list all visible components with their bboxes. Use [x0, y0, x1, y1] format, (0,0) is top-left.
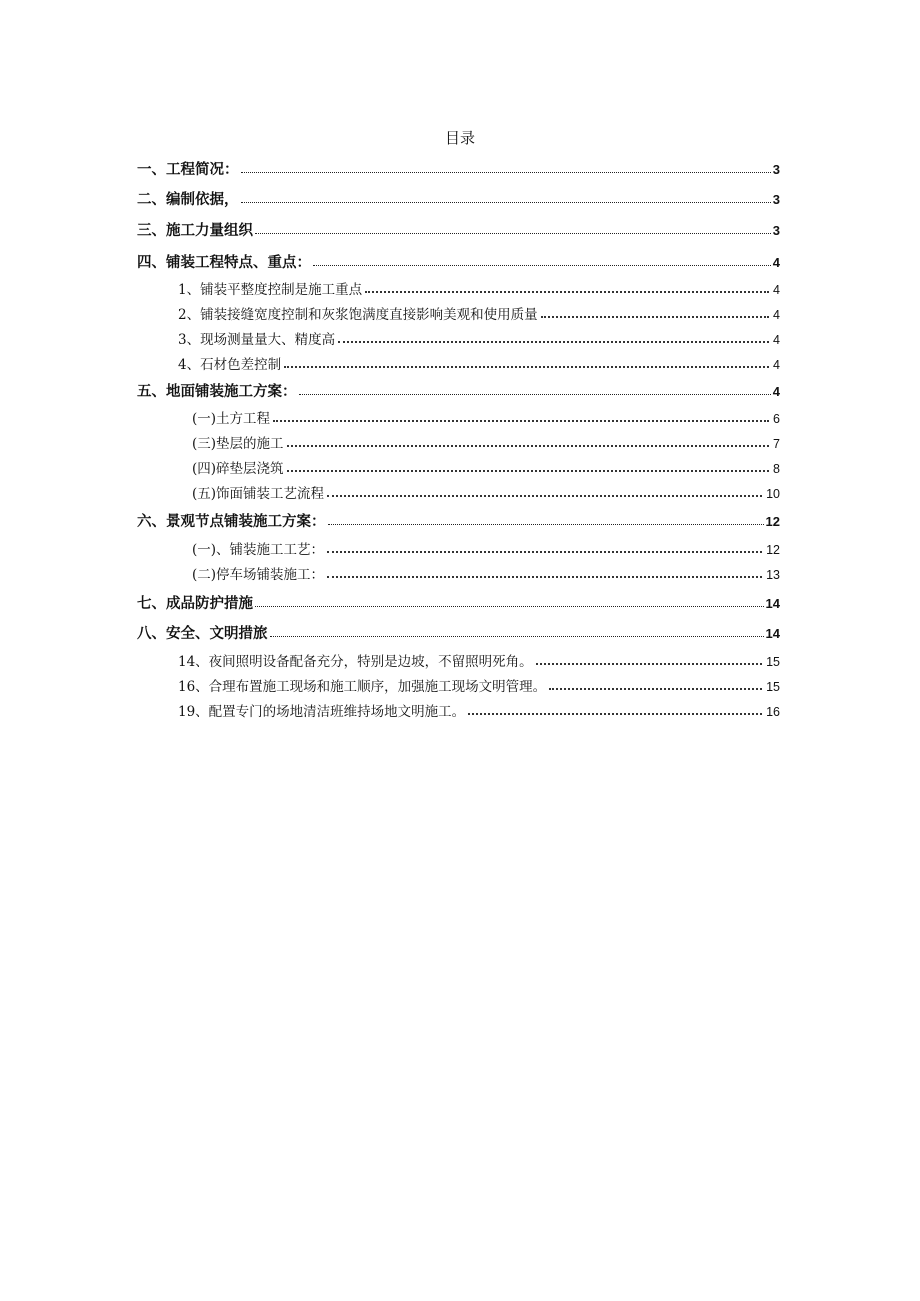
toc-entry[interactable]	[137, 251, 780, 271]
toc-entry-text: 4、石材色差控制	[178, 357, 282, 373]
toc-entry[interactable]	[178, 675, 780, 695]
toc-entry[interactable]	[192, 482, 780, 502]
toc-entry-text: 五、地面铺装施工方案：	[137, 384, 297, 400]
toc-page-number: 12	[766, 543, 780, 557]
toc-entry[interactable]	[192, 457, 780, 477]
toc-entry-text: 2、铺装接缝宽度控制和灰浆饱满度直接影响美观和使用质量	[178, 307, 538, 323]
toc-entry[interactable]	[192, 432, 780, 452]
toc-entry-text: 七、成品防护措施	[137, 596, 253, 612]
dot-leader	[327, 575, 762, 578]
toc-entry[interactable]	[178, 328, 780, 348]
dot-leader	[328, 523, 764, 525]
toc-page-number: 4	[772, 384, 780, 399]
toc-page-number: 7	[773, 437, 780, 451]
dot-leader	[287, 469, 770, 472]
toc-page-number: 4	[772, 255, 780, 270]
toc-entry-text: 1、铺装平整度控制是施工重点	[178, 282, 363, 298]
toc-page-number: 3	[772, 223, 780, 238]
toc-entry-text: 3、现场测量量大、精度高	[178, 332, 336, 348]
toc-entry-text: 六、景观节点铺装施工方案：	[137, 514, 326, 530]
dot-leader	[241, 171, 771, 173]
toc-entry[interactable]	[192, 563, 780, 583]
toc-page-number: 16	[766, 705, 780, 719]
toc-page-number: 4	[773, 283, 780, 297]
toc-page-number: 15	[766, 680, 780, 694]
toc-page-number: 4	[773, 358, 780, 372]
toc-page-number: 8	[773, 462, 780, 476]
toc-page-number: 3	[772, 192, 780, 207]
toc-page-number: 10	[766, 487, 780, 501]
dot-leader	[241, 201, 771, 203]
dot-leader	[365, 290, 769, 293]
toc-entry[interactable]	[137, 188, 780, 208]
toc-page-number: 13	[766, 568, 780, 582]
dot-leader	[327, 550, 762, 553]
toc-entry-text: (一)土方工程	[192, 411, 271, 427]
toc-entry[interactable]	[178, 303, 780, 323]
toc-title: 目录	[444, 129, 475, 147]
dot-leader	[468, 712, 762, 715]
toc-entry[interactable]	[137, 380, 780, 400]
toc-entry-text: 四、铺装工程特点、重点：	[137, 255, 311, 271]
toc-entry[interactable]	[192, 407, 780, 427]
toc-entry[interactable]	[137, 219, 780, 239]
dot-leader	[313, 264, 771, 266]
dot-leader	[549, 687, 762, 690]
toc-page-number: 3	[772, 162, 780, 177]
dot-leader	[327, 494, 762, 497]
toc-entry[interactable]	[137, 622, 780, 642]
toc-page-number: 14	[765, 596, 780, 611]
toc-entry[interactable]	[137, 158, 780, 178]
toc-entry[interactable]	[178, 700, 780, 720]
toc-page-number: 4	[773, 333, 780, 347]
dot-leader	[284, 365, 769, 368]
dot-leader	[338, 340, 769, 343]
dot-leader	[541, 315, 769, 318]
dot-leader	[270, 635, 764, 637]
toc-page-number: 15	[766, 655, 780, 669]
toc-page-number: 14	[765, 626, 780, 641]
toc-page-number: 4	[773, 308, 780, 322]
toc-entry-text: 一、工程简况：	[137, 162, 239, 178]
toc-entry-text: (一)、铺装施工工艺：	[192, 542, 325, 558]
dot-leader	[273, 419, 769, 422]
toc-entry[interactable]	[178, 278, 780, 298]
toc-entry[interactable]	[192, 538, 780, 558]
toc-entry-text: 16、合理布置施工现场和施工顺序，加强施工现场文明管理。	[178, 679, 547, 695]
dot-leader	[255, 232, 771, 234]
toc-entry-text: 二、编制依据，	[137, 192, 239, 208]
dot-leader	[299, 393, 771, 395]
toc-entry-text: (二)停车场铺装施工：	[192, 567, 325, 583]
toc-entry[interactable]	[178, 353, 780, 373]
toc-page-number: 6	[773, 412, 780, 426]
toc-entry-text: 19、配置专门的场地清洁班维持场地文明施工。	[178, 704, 466, 720]
toc-entry-text: 三、施工力量组织	[137, 223, 253, 239]
toc-entry-text: (四)碎垫层浇筑	[192, 461, 284, 477]
dot-leader	[287, 444, 770, 447]
toc-entry[interactable]	[137, 510, 780, 530]
toc-entry[interactable]	[137, 592, 780, 612]
toc-page-number: 12	[765, 514, 780, 529]
dot-leader	[536, 662, 762, 665]
toc-entry-text: (三)垫层的施工	[192, 436, 284, 452]
toc-entry-text: 14、夜间照明设备配备充分，特别是边坡，不留照明死角。	[178, 654, 533, 670]
toc-entry[interactable]	[178, 650, 780, 670]
dot-leader	[255, 605, 764, 607]
toc-entry-text: 八、安全、文明措旅	[137, 626, 268, 642]
toc-entry-text: (五)饰面铺装工艺流程	[192, 486, 325, 502]
